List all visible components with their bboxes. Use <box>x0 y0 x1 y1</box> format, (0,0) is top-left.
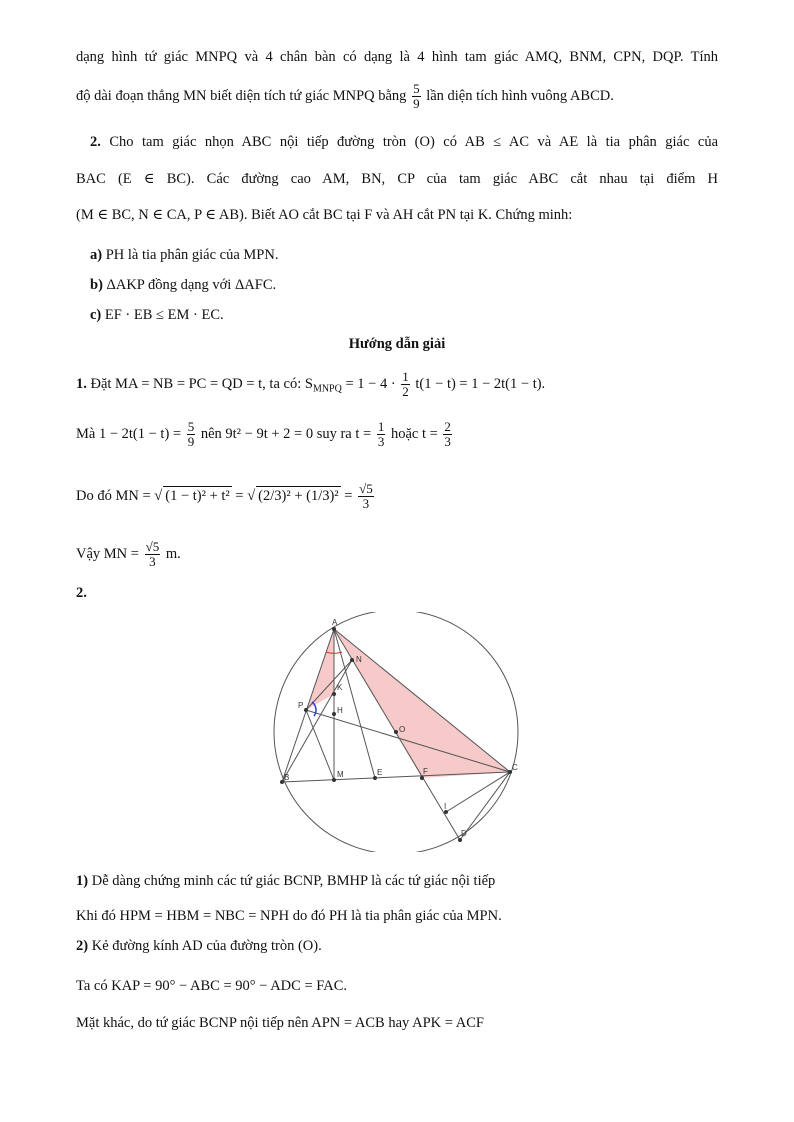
solution-heading: Hướng dẫn giải <box>348 336 446 352</box>
label-H: H <box>337 706 343 715</box>
problem2-line1-text: Cho tam giác nhọn ABC nội tiếp đường tròn (O) có AB ≤ AC và AE là tia phân giác của <box>109 134 718 150</box>
label-N: N <box>356 655 362 664</box>
fraction: $\frac{1}{3}$ <box>377 419 385 449</box>
fraction: $\frac{√5}{3}$ <box>145 539 160 569</box>
solution2-label: 2. <box>76 585 87 601</box>
subquestion-a: a) PH là tia phân giác của MPN. <box>90 247 279 263</box>
solution1-line2: Mà 1 − 2t(1 − t) = $\frac{5}{9}$ nên 9t² − 9t + 2 = 0 suy ra t = $\frac{1}{3}$ hoặc t = $\frac{2}{3}$ <box>76 419 451 449</box>
proof2-line1: 2) Kẻ đường kính AD của đường tròn (O). <box>76 938 322 954</box>
proof2-line3: Mặt khác, do tứ giác BCNP nội tiếp nên APN = ACB hay APK = ACF <box>76 1015 484 1031</box>
label-A: A <box>332 618 338 627</box>
proof1-line2: Khi đó HPM = HBM = NBC = NPH do đó PH là tia phân giác của MPN. <box>76 908 502 924</box>
problem1-line2-text: độ dài đoạn thẳng MN biết diện tích tứ giác MNPQ bằng <box>76 87 407 104</box>
label-C: C <box>512 763 518 772</box>
proof1-line1: 1) Dễ dàng chứng minh các tứ giác BCNP, BMHP là các tứ giác nội tiếp <box>76 873 496 889</box>
problem2-line3: (M ∈ BC, N ∈ CA, P ∈ AB). Biết AO cắt BC tại F và AH cắt PN tại K. Chứng minh: <box>76 207 573 223</box>
problem1-line2 <box>76 82 718 111</box>
problem2-label: 2. <box>90 134 101 150</box>
fraction: $\frac{5}{9}$ <box>187 419 195 449</box>
triangle-AFC <box>334 629 510 778</box>
construction-lines <box>282 629 510 840</box>
label-O: O <box>399 725 406 734</box>
fraction: $\frac{2}{3}$ <box>444 419 451 449</box>
label-D: D <box>461 829 467 838</box>
proof2-line2: Ta có KAP = 90° − ABC = 90° − ADC = FAC. <box>76 978 348 994</box>
label-M: M <box>337 770 344 779</box>
fraction: $\frac{1}{2}$ <box>402 369 409 399</box>
solution1-line4: Vậy MN = $\frac{√5}{3}$ m. <box>76 539 181 569</box>
fraction: $\frac{√5}{3}$ <box>359 481 373 511</box>
label-I: I <box>444 802 447 811</box>
label-B: B <box>284 773 290 782</box>
fraction: $\frac{5}{9}$ <box>413 81 420 111</box>
solution1-line1: 1. Đặt MA = NB = PC = QD = t, ta có: $S_{MNPQ} = 1 - 4$ · $\frac{1}{2}$ t(1 − t) = 1 − 2t(1 − t). <box>76 369 546 399</box>
problem2-line1 <box>90 133 718 151</box>
label-K: K <box>337 683 343 692</box>
problem1-line2-text-b: lần diện tích hình vuông ABCD. <box>426 87 614 104</box>
subquestion-c: c) EF · EB ≤ EM · EC. <box>90 307 224 323</box>
problem2-line2: BAC (E ∈ BC). Các đường cao AM, BN, CP của tam giác ABC cắt nhau tại điểm H <box>76 171 718 187</box>
label-E: E <box>377 768 383 777</box>
solution1-line3: Do đó MN = √ (1 − t)² + t² = √ (2/3)² + (1/3)² = $\frac{√5}{3}$ <box>76 481 373 511</box>
subquestion-b: b) ΔAKP đồng dạng với ΔAFC. <box>90 277 277 293</box>
point-dots <box>280 627 512 842</box>
label-P: P <box>298 701 304 710</box>
point-labels <box>284 618 518 838</box>
geometry-diagram <box>260 612 530 852</box>
label-F: F <box>423 767 428 776</box>
problem1-line1: dạng hình tứ giác MNPQ và 4 chân bàn có dạng là 4 hình tam giác AMQ, BNM, CPN, DQP. Tính <box>76 49 718 65</box>
